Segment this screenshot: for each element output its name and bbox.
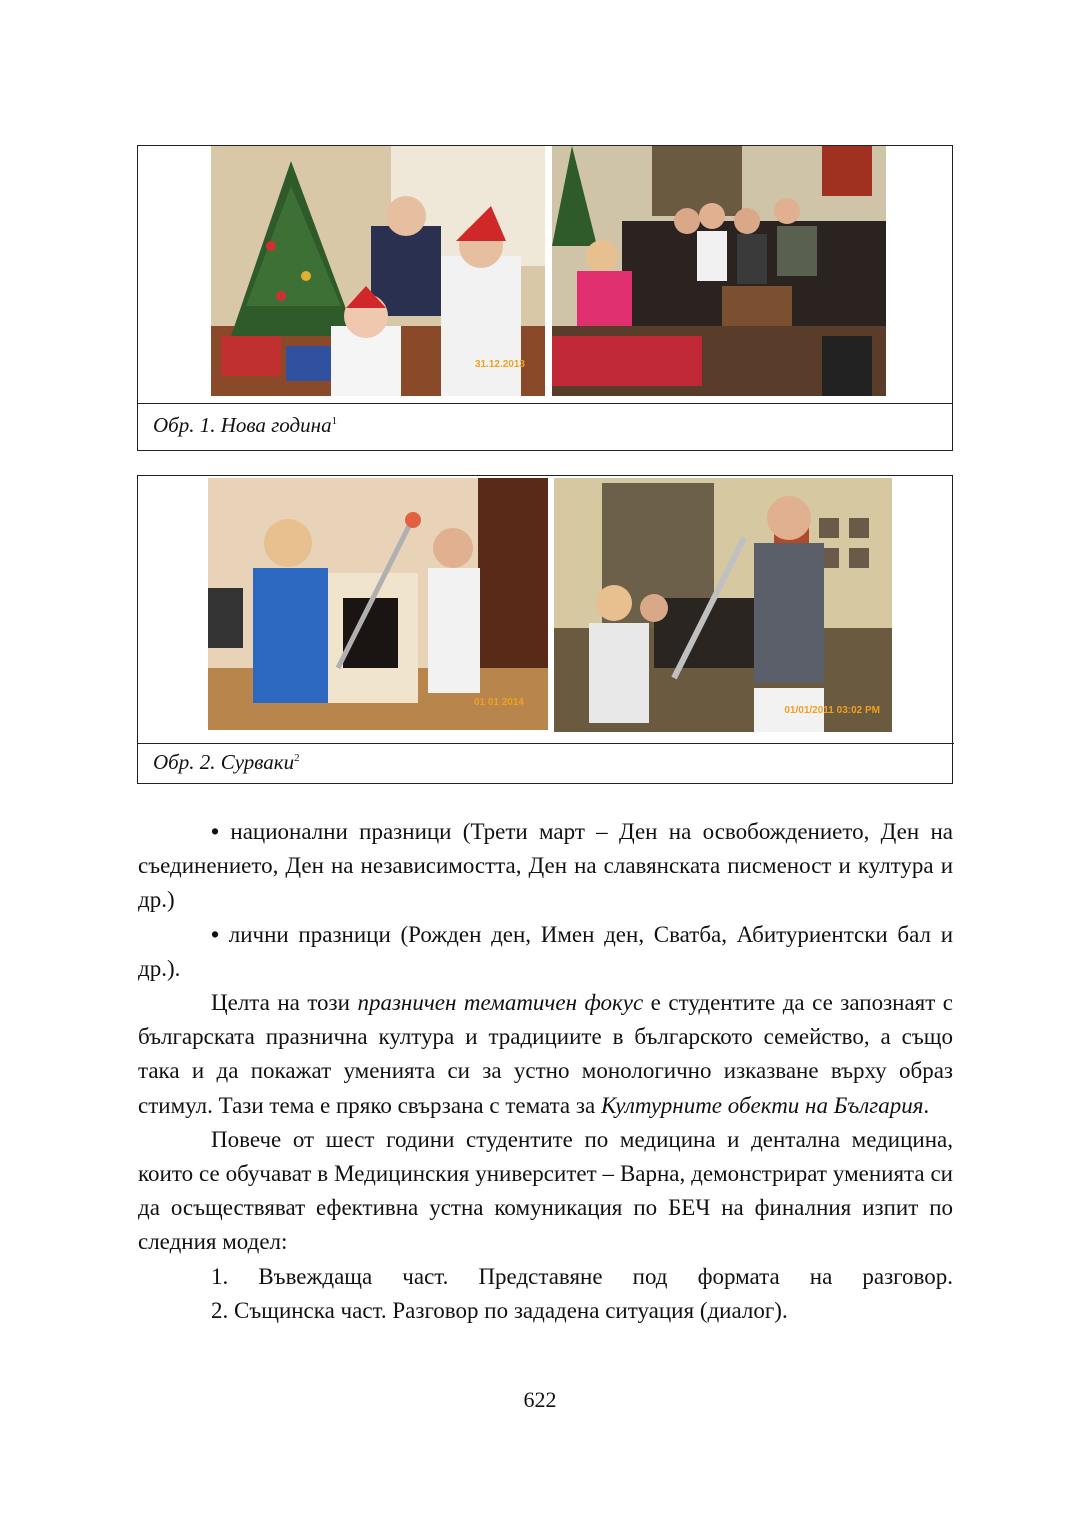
photo-date-stamp: 31.12.2013 bbox=[474, 359, 525, 370]
text-run: е студентите да се запознаят с българската празнична култура и традициите в българското семейство, а също така и да покажат уменията си за устно монологично изказване върху образ стимул. Тази тема е пряко свързана с темата за bbox=[138, 990, 953, 1118]
figure-caption bbox=[153, 413, 337, 438]
bullet: • bbox=[211, 819, 220, 844]
list-item-text: 1. Въвеждаща част. Представяне под формата на разговор. bbox=[211, 1263, 953, 1289]
paragraph-personal-holidays bbox=[138, 918, 953, 986]
figure-photos bbox=[138, 146, 952, 404]
text-run: . bbox=[923, 1092, 930, 1118]
caption-text: Обр. 2. Сурваки bbox=[153, 750, 295, 774]
body-text bbox=[138, 815, 953, 1328]
survaki-photo-fireplace bbox=[208, 478, 548, 730]
emphasis-text: празничен тематичен фокус bbox=[357, 990, 644, 1016]
footnote-marker: 1 bbox=[331, 415, 338, 427]
paragraph-text: Повече от шест години студентите по медицина и дентална медицина, които се обучават в Медицинския университет – Варна, демонстрират уменията си да осъществяват ефективна устна комуникация по БЕЧ на финалния изпит по следния модел: bbox=[138, 1126, 953, 1255]
text-run: Целта на този bbox=[211, 990, 358, 1016]
survaki-photo-living-room bbox=[554, 478, 892, 732]
photo-date-stamp: 01 01 2014 bbox=[473, 697, 524, 708]
emphasis-text: Културните обекти на България bbox=[600, 1092, 924, 1118]
bullet: • bbox=[211, 921, 220, 947]
paragraph-exam-model bbox=[138, 1123, 953, 1260]
footnote-marker: 2 bbox=[294, 752, 300, 764]
list-item-1 bbox=[138, 1260, 953, 1294]
page-number: 622 bbox=[523, 1387, 557, 1412]
photo-date-stamp: 01/01/2011 03:02 PM bbox=[784, 705, 880, 716]
figure-caption-row bbox=[138, 403, 952, 450]
new-year-photo-tree bbox=[211, 146, 545, 396]
figure-caption bbox=[153, 750, 300, 775]
figure-survaki bbox=[137, 475, 953, 784]
caption-text: Обр. 1. Нова година bbox=[153, 413, 332, 437]
paragraph-national-holidays bbox=[138, 815, 953, 918]
paragraph-text: лични празници (Рожден ден, Имен ден, Сватба, Абитуриентски бал и др.). bbox=[138, 921, 954, 981]
figure-caption-row bbox=[138, 743, 954, 783]
list-item-text: 2. Същинска част. Разговор по зададена ситуация (диалог). bbox=[211, 1297, 788, 1323]
new-year-photo-sofa bbox=[552, 146, 886, 396]
figure-photos bbox=[138, 476, 952, 744]
figure-new-year bbox=[137, 145, 953, 451]
paragraph-goal bbox=[138, 986, 953, 1123]
list-item-2 bbox=[138, 1294, 953, 1328]
paragraph-text: национални празници (Трети март – Ден на освобождението, Ден на съединението, Ден на независимостта, Ден на славянската писменост и култура и др.) bbox=[138, 819, 954, 913]
